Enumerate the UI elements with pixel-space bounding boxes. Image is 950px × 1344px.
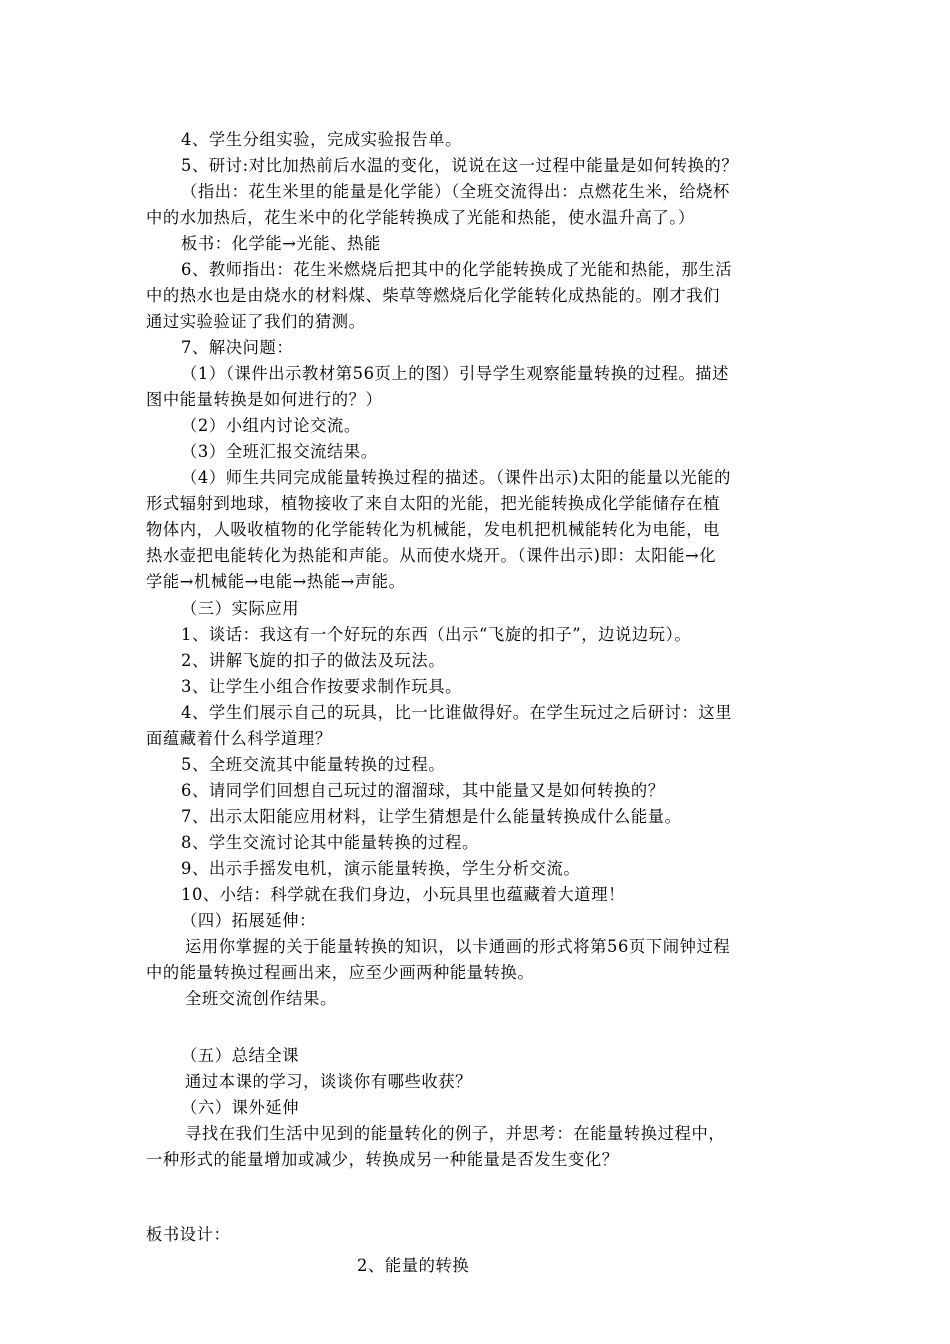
text-line: 通过本课的学习，谈谈你有哪些收获？: [185, 1072, 472, 1091]
text-line: 中的能量转换过程画出来，应至少画两种能量转换。: [146, 963, 535, 982]
text-line: 9、出示手摇发电机，演示能量转换，学生分析交流。: [181, 859, 581, 878]
text-line: （指出：花生米里的能量是化学能）（全班交流得出：点燃花生米，给烧杯: [181, 182, 730, 201]
text-line: 3、让学生小组合作按要求制作玩具。: [181, 677, 463, 696]
text-line: 10、小结：科学就在我们身边，小玩具里也蕴藏着大道理！: [181, 885, 625, 904]
text-line: 5、全班交流其中能量转换的过程。: [181, 755, 446, 774]
text-line: 学能→机械能→电能→热能→声能。: [146, 572, 406, 591]
text-line: 图中能量转换是如何进行的？）: [146, 390, 383, 409]
text-line: 物体内，人吸收植物的化学能转化为机械能，发电机把机械能转化为电能，电: [146, 520, 720, 539]
text-line: 7、解决问题：: [181, 338, 294, 357]
text-line: 4、学生们展示自己的玩具，比一比谁做得好。在学生玩过之后研讨：这里: [181, 703, 733, 722]
text-line: 1、谈话：我这有一个好玩的东西（出示“飞旋的扣子”，边说边玩）。: [181, 625, 692, 644]
text-line: 形式辐射到地球，植物接收了来自太阳的光能，把光能转换成化学能储存在植: [146, 494, 720, 513]
text-line: （1）（课件出示教材第56页上的图）引导学生观察能量转换的过程。描述: [181, 364, 730, 383]
text-line: 一种形式的能量增加或减少，转换成另一种能量是否发生变化？: [146, 1150, 619, 1169]
text-line: 中的水加热后，花生米中的化学能转换成了光能和热能，使水温升高了。）: [146, 208, 695, 227]
section-heading: （五）总结全课: [181, 1046, 300, 1065]
text-line: （4）师生共同完成能量转换过程的描述。（课件出示)太阳的能量以光能的: [181, 468, 731, 487]
text-line: 通过实验验证了我们的猜测。: [146, 312, 366, 331]
text-line: 热水壶把电能转化为热能和声能。从而使水烧开。（课件出示)即：太阳能→化: [146, 546, 717, 565]
text-line: 运用你掌握的关于能量转换的知识，以卡通画的形式将第56页下闹钟过程: [185, 937, 731, 956]
text-line: 7、出示太阳能应用材料，让学生猜想是什么能量转换成什么能量。: [181, 807, 682, 826]
text-line: 寻找在我们生活中见到的能量转化的例子，并思考：在能量转换过程中，: [185, 1124, 726, 1143]
text-line: 4、学生分组实验，完成实验报告单。: [181, 130, 463, 149]
section-heading: （四）拓展延伸：: [181, 911, 317, 930]
text-line: 面蕴藏着什么科学道理？: [146, 729, 332, 748]
board-design-label: 板书设计：: [146, 1225, 231, 1244]
text-line: 2、讲解飞旋的扣子的做法及玩法。: [181, 651, 446, 670]
text-line: 6、请同学们回想自己玩过的溜溜球，其中能量又是如何转换的？: [181, 781, 665, 800]
text-line: （3）全班汇报交流结果。: [181, 442, 378, 461]
section-heading: （三）实际应用: [181, 599, 300, 618]
board-design-title: 2、能量的转换: [357, 1256, 470, 1275]
text-line: 8、学生交流讨论其中能量转换的过程。: [181, 833, 479, 852]
text-line: 5、研讨:对比加热前后水温的变化，说说在这一过程中能量是如何转换的？: [181, 156, 739, 175]
text-line: 板书：化学能→光能、热能: [181, 234, 381, 253]
text-line: 全班交流创作结果。: [185, 989, 337, 1008]
text-line: 6、教师指出：花生米燃烧后把其中的化学能转换成了光能和热能，那生活: [181, 260, 733, 279]
text-line: （2）小组内讨论交流。: [181, 416, 361, 435]
text-line: 中的热水也是由烧水的材料煤、柴草等燃烧后化学能转化成热能的。刚才我们: [146, 286, 720, 305]
section-heading: （六）课外延伸: [181, 1098, 300, 1117]
